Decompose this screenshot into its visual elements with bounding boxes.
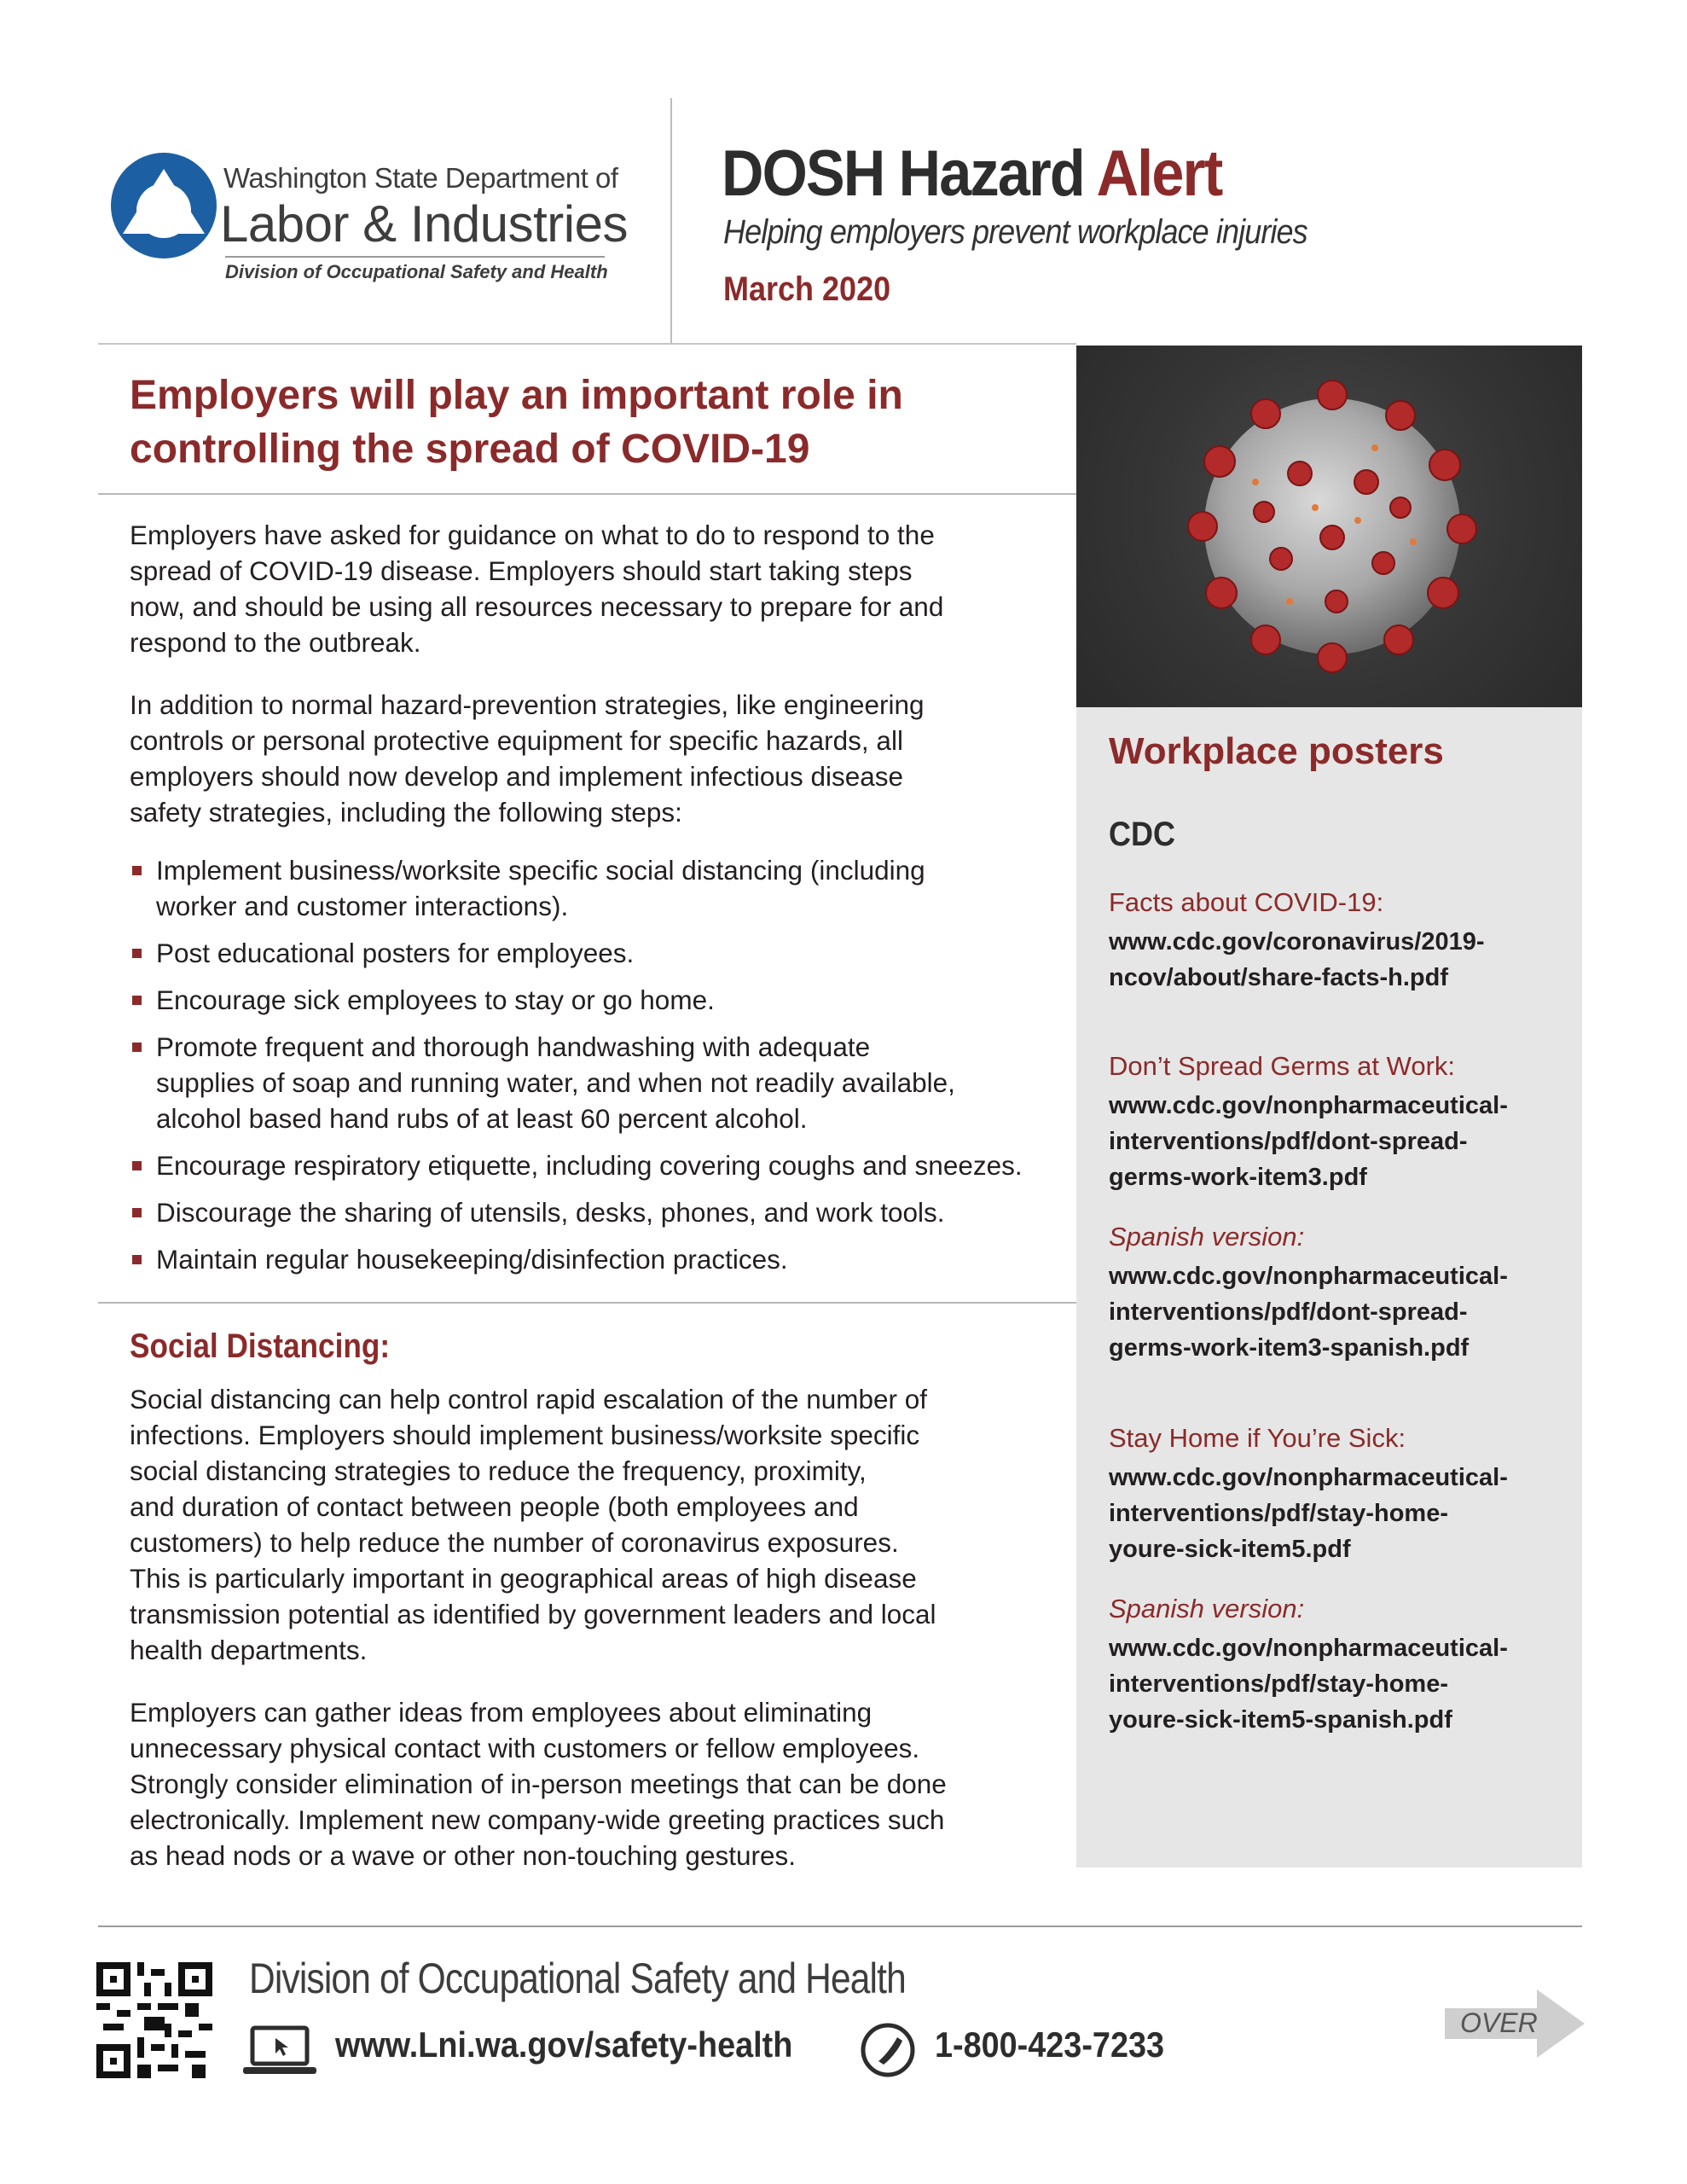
poster-link-stay-home[interactable]: www.cdc.gov/nonpharmaceutical- interventions/pdf/stay-home- youre-sick-item5.pdf: [1109, 1464, 1508, 1563]
publication-date: March 2020: [723, 270, 891, 308]
list-item: Discourage the sharing of utensils, desks, phones, and work tools.: [130, 1194, 1085, 1230]
list-item: Encourage sick employees to stay or go home.: [130, 982, 1085, 1018]
org-division: Division of Occupational Safety and Health: [225, 261, 608, 282]
org-name-line2: Labor & Industries: [220, 195, 628, 253]
sidebar-title: Workplace posters: [1109, 730, 1444, 772]
poster-label-stay-home-spanish: Spanish version:: [1109, 1594, 1305, 1623]
list-item: Post educational posters for employees.: [130, 935, 1085, 971]
text-line: and duration of contact between people (both employees and: [130, 1491, 859, 1522]
text-line: as head nods or a wave or other non-touching gestures.: [130, 1840, 796, 1871]
poster-link-germs-spanish[interactable]: www.cdc.gov/nonpharmaceutical- interventions/pdf/dont-spread- germs-work-item3-spanish.pdf: [1109, 1263, 1508, 1362]
page-subtitle: Helping employers prevent workplace injuries: [723, 213, 1307, 251]
list-item: Promote frequent and thorough handwashing with adequate supplies of soap and running water, and when not readily available, alcohol based hand rubs of at least 60 percent alcohol.: [130, 1029, 1085, 1136]
poster-link-germs[interactable]: www.cdc.gov/nonpharmaceutical- interventions/pdf/dont-spread- germs-work-item3.pdf: [1109, 1092, 1508, 1191]
text-line: transmission potential as identified by government leaders and local: [130, 1599, 936, 1629]
laptop-icon: [241, 2024, 318, 2077]
text-line: Social distancing can help control rapid escalation of the number of: [130, 1384, 928, 1414]
text-line: In addition to normal hazard-prevention strategies, like engineering: [130, 689, 925, 720]
section-rule: [98, 1302, 1076, 1304]
coronavirus-illustration: [1076, 346, 1582, 707]
headline: [130, 369, 1051, 476]
page-title: [722, 136, 1221, 211]
gather-ideas-paragraph: [130, 1694, 947, 1873]
title-main: DOSH Hazard: [722, 137, 1084, 210]
list-item: Encourage respiratory etiquette, including covering coughs and sneezes.: [130, 1147, 1085, 1183]
text-line: Strongly consider elimination of in-person meetings that can be done: [130, 1769, 947, 1799]
steps-list: [130, 852, 1085, 1288]
phone-icon: [860, 2022, 916, 2078]
poster-label-stay-home: Stay Home if You’re Sick:: [1109, 1423, 1406, 1453]
poster-link-stay-home-spanish[interactable]: www.cdc.gov/nonpharmaceutical- interventions/pdf/stay-home- youre-sick-item5-spanish.pdf: [1109, 1635, 1508, 1734]
footer-phone-number[interactable]: 1-800-423-7233: [935, 2024, 1165, 2065]
bullet-icon: [132, 1161, 142, 1170]
text-line: social distancing strategies to reduce the frequency, proximity,: [130, 1455, 867, 1486]
social-distancing-heading: Social Distancing:: [130, 1327, 391, 1365]
bullet-icon: [132, 1208, 142, 1217]
text-line: controls or personal protective equipment for specific hazards, all: [130, 725, 903, 756]
section-rule: [98, 493, 1076, 495]
header-divider: [670, 98, 672, 344]
footer-website-link[interactable]: www.Lni.wa.gov/safety-health: [335, 2024, 793, 2065]
text-line: electronically. Implement new company-wide greeting practices such: [130, 1804, 945, 1835]
text-line: Employers can gather ideas from employees about eliminating: [130, 1697, 872, 1728]
sidebar-subhead: CDC: [1109, 816, 1176, 853]
text-line: safety strategies, including the following steps:: [130, 797, 682, 828]
intro-paragraph: [130, 517, 943, 660]
org-name-line1: Washington State Department of: [223, 162, 618, 194]
headline-line: Employers will play an important role in: [130, 373, 903, 418]
qr-code-icon[interactable]: [96, 1962, 212, 2078]
header-rule: [98, 343, 1076, 345]
lni-logo-icon: [96, 147, 239, 264]
list-item: Implement business/worksite specific social distancing (including worker and customer interactions).: [130, 852, 1085, 924]
text-line: customers) to help reduce the number of coronavirus exposures.: [130, 1527, 899, 1558]
footer-division-name: Division of Occupational Safety and Health: [249, 1955, 906, 2002]
text-line: spread of COVID-19 disease. Employers should start taking steps: [130, 555, 913, 586]
text-line: Employers have asked for guidance on what to do to respond to the: [130, 520, 935, 550]
text-line: health departments.: [130, 1635, 368, 1665]
poster-label-germs-spanish: Spanish version:: [1109, 1222, 1305, 1252]
headline-line: controlling the spread of COVID-19: [130, 427, 810, 472]
strategies-paragraph: [130, 687, 925, 830]
text-line: This is particularly important in geographical areas of high disease: [130, 1563, 917, 1594]
bullet-icon: [132, 1255, 142, 1264]
poster-label-facts: Facts about COVID-19:: [1109, 887, 1384, 917]
text-line: now, and should be using all resources necessary to prepare for and: [130, 591, 944, 622]
over-label: OVER: [1460, 2007, 1538, 2038]
bullet-icon: [132, 866, 142, 875]
poster-link-facts[interactable]: www.cdc.gov/coronavirus/2019- ncov/about/share-facts-h.pdf: [1109, 928, 1485, 991]
poster-label-germs: Don’t Spread Germs at Work:: [1109, 1051, 1456, 1081]
bullet-icon: [132, 1043, 142, 1052]
text-line: infections. Employers should implement business/worksite specific: [130, 1420, 920, 1450]
list-item: Maintain regular housekeeping/disinfection practices.: [130, 1241, 1085, 1277]
title-accent: Alert: [1096, 137, 1222, 210]
social-distancing-paragraph: [130, 1381, 936, 1668]
text-line: respond to the outbreak.: [130, 627, 421, 658]
bullet-icon: [132, 996, 142, 1005]
logo-divider: [225, 256, 605, 258]
text-line: unnecessary physical contact with customers or fellow employees.: [130, 1733, 920, 1763]
text-line: employers should now develop and implement infectious disease: [130, 761, 904, 792]
bullet-icon: [132, 949, 142, 958]
footer-rule: [98, 1926, 1582, 1927]
